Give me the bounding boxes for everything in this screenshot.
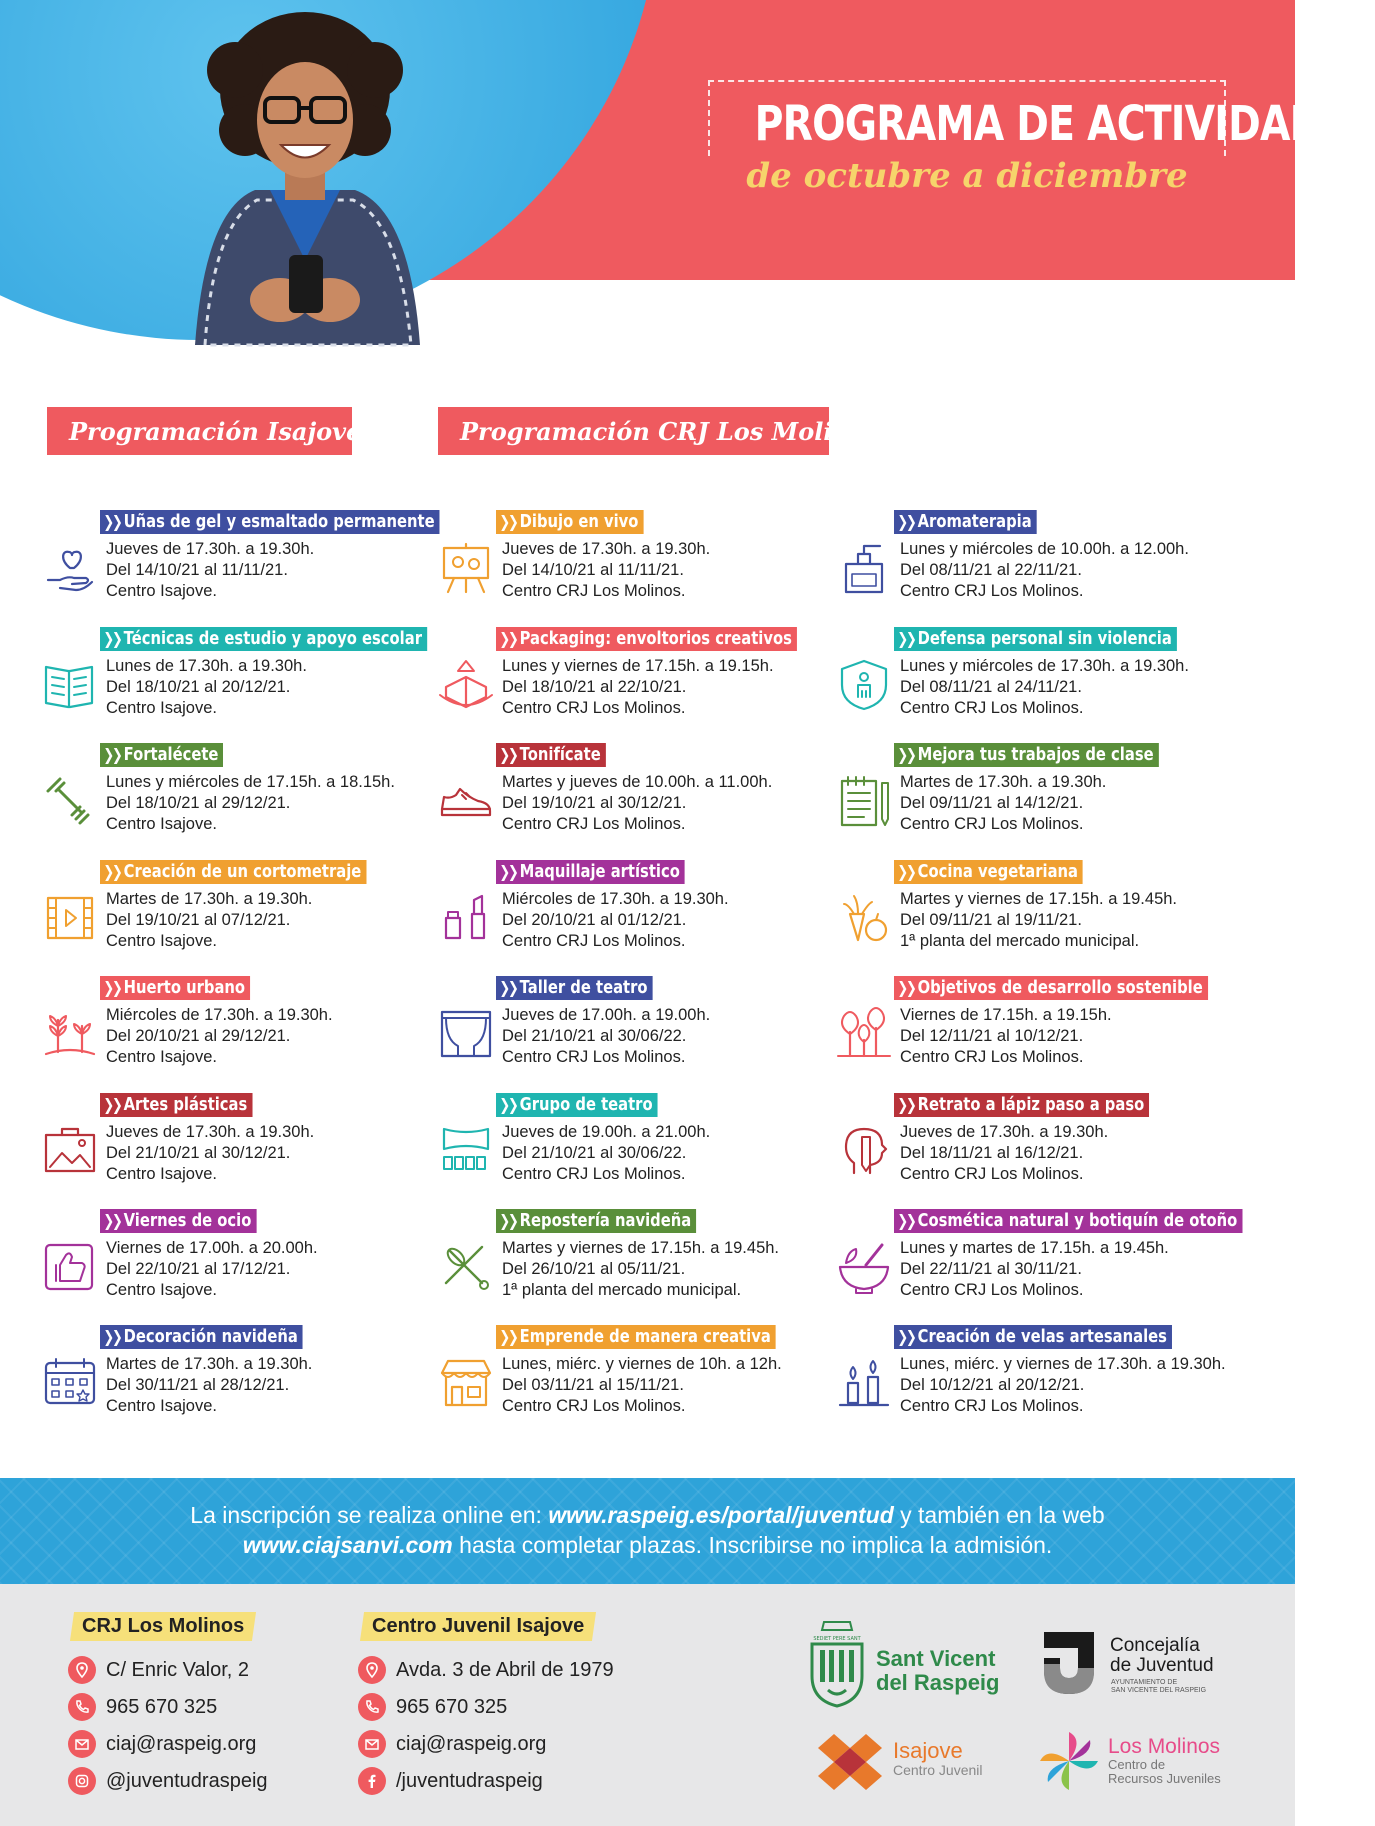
painting-icon bbox=[42, 1123, 98, 1179]
activity-item bbox=[894, 860, 1294, 960]
double-chevron-icon: ❯❯ bbox=[103, 1211, 121, 1230]
activity-item bbox=[894, 510, 1294, 610]
activity-detail-line: Viernes de 17.00h. a 20.00h. bbox=[106, 1239, 318, 1257]
activity-detail-line: Del 12/11/21 al 10/12/21. bbox=[900, 1027, 1084, 1045]
double-chevron-icon: ❯❯ bbox=[103, 1327, 121, 1346]
activity-detail-line: Del 19/10/21 al 07/12/21. bbox=[106, 911, 291, 929]
activity-details bbox=[106, 1238, 318, 1301]
mortar-icon bbox=[836, 1239, 892, 1295]
activity-title: ❯❯ Cocina vegetariana bbox=[894, 860, 1083, 884]
activity-item bbox=[894, 1325, 1294, 1425]
activity-detail-line: Martes de 17.30h. a 19.30h. bbox=[900, 773, 1107, 791]
activity-title: ❯❯ Viernes de ocio bbox=[100, 1209, 256, 1233]
gift-box-icon bbox=[438, 657, 494, 713]
contact-address-isajove: Avda. 3 de Abril de 1979 bbox=[358, 1656, 614, 1684]
activity-detail-line: Martes y jueves de 10.00h. a 11.00h. bbox=[502, 773, 773, 791]
activity-detail-line: Martes de 17.30h. a 19.30h. bbox=[106, 890, 313, 908]
double-chevron-icon: ❯❯ bbox=[897, 862, 915, 881]
activity-detail-line: Del 19/10/21 al 30/12/21. bbox=[502, 794, 687, 812]
activity-title: ❯❯ Artes plásticas bbox=[100, 1093, 252, 1117]
sant-vicent-logo-text: Sant Vicent del Raspeig bbox=[876, 1646, 1000, 1695]
activity-details bbox=[502, 772, 772, 835]
activity-details bbox=[502, 1122, 710, 1185]
double-chevron-icon: ❯❯ bbox=[897, 1095, 915, 1114]
trees-icon bbox=[836, 1006, 892, 1062]
contact-phone-molinos[interactable]: 965 670 325 bbox=[68, 1693, 217, 1721]
theater-seats-icon bbox=[438, 1123, 494, 1179]
location-pin-icon bbox=[358, 1656, 386, 1684]
isajove-logo-text: Isajove Centro Juvenil bbox=[893, 1738, 983, 1778]
plant-icon bbox=[42, 1006, 98, 1062]
activity-details bbox=[502, 656, 774, 719]
shield-icon bbox=[836, 657, 892, 713]
activity-detail-line: Lunes y miércoles de 10.00h. a 12.00h. bbox=[900, 540, 1189, 558]
activity-title: ❯❯ Emprende de manera creativa bbox=[496, 1325, 776, 1349]
double-chevron-icon: ❯❯ bbox=[897, 978, 915, 997]
double-chevron-icon: ❯❯ bbox=[897, 1211, 915, 1230]
activity-detail-line: Martes y viernes de 17.15h. a 19.45h. bbox=[502, 1239, 780, 1257]
activity-detail-line: Centro Isajove. bbox=[106, 1281, 217, 1299]
activity-title: ❯❯ Uñas de gel y esmaltado permanente bbox=[100, 510, 440, 534]
shop-icon bbox=[438, 1355, 494, 1411]
los-molinos-pinwheel-logo bbox=[1038, 1730, 1100, 1792]
activity-detail-line: Martes y viernes de 17.15h. a 19.45h. bbox=[900, 890, 1178, 908]
activity-title: ❯❯ Repostería navideña bbox=[496, 1209, 696, 1233]
activity-title: ❯❯ Creación de velas artesanales bbox=[894, 1325, 1172, 1349]
activity-title: ❯❯ Decoración navideña bbox=[100, 1325, 303, 1349]
double-chevron-icon: ❯❯ bbox=[897, 1327, 915, 1346]
page-title: PROGRAMA DE ACTIVIDADES bbox=[754, 96, 1375, 152]
activity-detail-line: Del 26/10/21 al 05/11/21. bbox=[502, 1260, 686, 1278]
activity-details bbox=[106, 656, 307, 719]
los-molinos-logo-text: Los Molinos Centro de Recursos Juveniles bbox=[1108, 1735, 1221, 1786]
activity-details bbox=[900, 1238, 1169, 1301]
activity-detail-line: Centro CRJ Los Molinos. bbox=[900, 1281, 1084, 1299]
activity-title: ❯❯ Retrato a lápiz paso a paso bbox=[894, 1093, 1149, 1117]
double-chevron-icon: ❯❯ bbox=[103, 745, 121, 764]
activity-details bbox=[502, 539, 710, 602]
activity-item bbox=[894, 976, 1294, 1076]
activity-details bbox=[900, 1354, 1226, 1417]
activity-detail-line: Centro Isajove. bbox=[106, 932, 217, 950]
calendar-icon bbox=[42, 1355, 98, 1411]
registration-line-2: www.ciajsanvi.com hasta completar plazas. Inscribirse no implica la admisión. bbox=[242, 1532, 1053, 1558]
activity-detail-line: Jueves de 19.00h. a 21.00h. bbox=[502, 1123, 711, 1141]
activity-item bbox=[894, 1093, 1294, 1193]
double-chevron-icon: ❯❯ bbox=[499, 978, 517, 997]
activity-detail-line: Del 22/10/21 al 17/12/21. bbox=[106, 1260, 291, 1278]
activity-detail-line: Jueves de 17.30h. a 19.30h. bbox=[106, 1123, 315, 1141]
sant-vicent-shield-logo bbox=[808, 1620, 866, 1708]
activity-detail-line: Del 03/11/21 al 15/11/21. bbox=[502, 1376, 684, 1394]
activity-detail-line: Centro Isajove. bbox=[106, 1048, 217, 1066]
activity-detail-line: Del 22/11/21 al 30/11/21. bbox=[900, 1260, 1082, 1278]
activity-detail-line: Del 20/10/21 al 29/12/21. bbox=[106, 1027, 291, 1045]
activity-detail-line: Martes de 17.30h. a 19.30h. bbox=[106, 1355, 313, 1373]
activity-item bbox=[894, 1209, 1294, 1309]
activity-detail-line: Centro Isajove. bbox=[106, 815, 217, 833]
registration-line-1: La inscripción se realiza online en: www.raspeig.es/portal/juventud y también en la web bbox=[190, 1502, 1105, 1528]
activity-detail-line: Del 09/11/21 al 19/11/21. bbox=[900, 911, 1082, 929]
activity-detail-line: 1ª planta del mercado municipal. bbox=[900, 932, 1140, 950]
notepad-icon bbox=[836, 773, 892, 829]
activity-detail-line: Del 18/10/21 al 22/10/21. bbox=[502, 678, 687, 696]
activity-details bbox=[106, 1005, 333, 1068]
mail-icon bbox=[68, 1730, 96, 1758]
activity-detail-line: Centro CRJ Los Molinos. bbox=[502, 1048, 686, 1066]
activity-title: ❯❯ Técnicas de estudio y apoyo escolar bbox=[100, 627, 427, 651]
activity-detail-line: Del 21/10/21 al 30/06/22. bbox=[502, 1027, 687, 1045]
isajove-logo-mark bbox=[818, 1734, 882, 1790]
activity-details bbox=[900, 539, 1189, 602]
activity-title: ❯❯ Mejora tus trabajos de clase bbox=[894, 743, 1159, 767]
activity-details bbox=[502, 1238, 779, 1301]
whisk-icon bbox=[438, 1239, 494, 1295]
activity-detail-line: Viernes de 17.15h. a 19.15h. bbox=[900, 1006, 1112, 1024]
activity-title: ❯❯ Objetivos de desarrollo sostenible bbox=[894, 976, 1208, 1000]
activity-title: ❯❯ Huerto urbano bbox=[100, 976, 250, 1000]
activity-detail-line: Centro CRJ Los Molinos. bbox=[900, 699, 1084, 717]
activity-detail-line: Del 30/11/21 al 28/12/21. bbox=[106, 1376, 290, 1394]
activity-detail-line: Centro CRJ Los Molinos. bbox=[900, 1048, 1084, 1066]
section-header-molinos bbox=[438, 407, 880, 455]
contact-phone-isajove[interactable]: 965 670 325 bbox=[358, 1693, 507, 1721]
activity-detail-line: Centro CRJ Los Molinos. bbox=[502, 815, 686, 833]
activity-detail-line: Centro CRJ Los Molinos. bbox=[502, 582, 686, 600]
seal-text: SEDIET PERE SANT bbox=[813, 1636, 861, 1642]
activity-title: ❯❯ Taller de teatro bbox=[496, 976, 652, 1000]
activity-detail-line: Del 21/10/21 al 30/06/22. bbox=[502, 1144, 687, 1162]
activity-detail-line: Jueves de 17.30h. a 19.30h. bbox=[900, 1123, 1109, 1141]
contact-instagram-molinos[interactable]: @juventudraspeig bbox=[68, 1767, 268, 1795]
double-chevron-icon: ❯❯ bbox=[499, 1327, 517, 1346]
double-chevron-icon: ❯❯ bbox=[103, 512, 121, 531]
activity-detail-line: Del 21/10/21 al 30/12/21. bbox=[106, 1144, 291, 1162]
head-pencil-icon bbox=[836, 1123, 892, 1179]
activity-detail-line: Del 18/11/21 al 16/12/21. bbox=[900, 1144, 1084, 1162]
activity-detail-line: Del 20/10/21 al 01/12/21. bbox=[502, 911, 687, 929]
activity-title: ❯❯ Creación de un cortometraje bbox=[100, 860, 366, 884]
contact-facebook-isajove[interactable]: /juventudraspeig bbox=[358, 1767, 543, 1795]
section-title-isajove: Programación Isajove bbox=[69, 416, 362, 446]
activity-detail-line: Miércoles de 17.30h. a 19.30h. bbox=[502, 890, 729, 908]
sneaker-icon bbox=[438, 773, 494, 829]
facebook-icon bbox=[358, 1767, 386, 1795]
activity-detail-line: Lunes y miércoles de 17.15h. a 18.15h. bbox=[106, 773, 395, 791]
activity-detail-line: Del 18/10/21 al 29/12/21. bbox=[106, 794, 291, 812]
activity-details bbox=[502, 889, 729, 952]
activity-detail-line: Centro Isajove. bbox=[106, 1165, 217, 1183]
activity-detail-line: Del 18/10/21 al 20/12/21. bbox=[106, 678, 291, 696]
concejalia-logo-subtext: AYUNTAMIENTO DE SAN VICENTE DEL RASPEIG bbox=[1111, 1679, 1207, 1694]
footer bbox=[0, 1584, 1295, 1826]
thumbs-up-icon bbox=[42, 1239, 98, 1295]
activity-detail-line: Lunes y miércoles de 17.30h. a 19.30h. bbox=[900, 657, 1189, 675]
section-header-isajove bbox=[47, 407, 362, 455]
young-man-with-phone-illustration bbox=[185, 10, 425, 345]
double-chevron-icon: ❯❯ bbox=[897, 745, 915, 764]
activity-detail-line: Lunes, miérc. y viernes de 10h. a 12h. bbox=[502, 1355, 782, 1373]
concejalia-logo-text: Concejalía de Juventud bbox=[1110, 1635, 1214, 1676]
vegetables-icon bbox=[836, 890, 892, 946]
double-chevron-icon: ❯❯ bbox=[499, 862, 517, 881]
double-chevron-icon: ❯❯ bbox=[103, 629, 121, 648]
activity-detail-line: Jueves de 17.00h. a 19.00h. bbox=[502, 1006, 711, 1024]
stage-curtain-icon bbox=[438, 1006, 494, 1062]
activity-detail-line: Centro Isajove. bbox=[106, 582, 217, 600]
activity-detail-line: Centro Isajove. bbox=[106, 699, 217, 717]
activity-item bbox=[894, 627, 1294, 727]
activity-title: ❯❯ Cosmética natural y botiquín de otoño bbox=[894, 1209, 1242, 1233]
double-chevron-icon: ❯❯ bbox=[499, 1095, 517, 1114]
activity-detail-line: Miércoles de 17.30h. a 19.30h. bbox=[106, 1006, 333, 1024]
activity-detail-line: Del 08/11/21 al 22/11/21. bbox=[900, 561, 1082, 579]
double-chevron-icon: ❯❯ bbox=[499, 1211, 517, 1230]
concejalia-juventud-logo bbox=[1040, 1628, 1098, 1698]
hand-heart-icon bbox=[42, 540, 98, 596]
activity-title: ❯❯ Dibujo en vivo bbox=[496, 510, 643, 534]
activity-title: ❯❯ Maquillaje artístico bbox=[496, 860, 685, 884]
double-chevron-icon: ❯❯ bbox=[897, 512, 915, 531]
film-icon bbox=[42, 890, 98, 946]
activity-detail-line: Del 08/11/21 al 24/11/21. bbox=[900, 678, 1082, 696]
double-chevron-icon: ❯❯ bbox=[499, 629, 517, 648]
double-chevron-icon: ❯❯ bbox=[103, 862, 121, 881]
activity-detail-line: Lunes de 17.30h. a 19.30h. bbox=[106, 657, 307, 675]
activity-detail-line: Lunes, miérc. y viernes de 17.30h. a 19.30h. bbox=[900, 1355, 1226, 1373]
activity-title: ❯❯ Packaging: envoltorios creativos bbox=[496, 627, 797, 651]
activity-detail-line: Del 09/11/21 al 14/12/21. bbox=[900, 794, 1084, 812]
contact-title-isajove: Centro Juvenil Isajove bbox=[360, 1612, 596, 1641]
activity-item bbox=[894, 743, 1294, 843]
activity-detail-line: Centro CRJ Los Molinos. bbox=[900, 582, 1084, 600]
location-pin-icon bbox=[68, 1656, 96, 1684]
activity-details bbox=[900, 889, 1177, 952]
activity-detail-line: Centro CRJ Los Molinos. bbox=[502, 932, 686, 950]
phone-icon bbox=[358, 1693, 386, 1721]
activity-details bbox=[106, 1354, 312, 1417]
activity-detail-line: Lunes y viernes de 17.15h. a 19.15h. bbox=[502, 657, 774, 675]
activity-detail-line: 1ª planta del mercado municipal. bbox=[502, 1281, 742, 1299]
dispenser-bottle-icon bbox=[836, 540, 892, 596]
contact-email-isajove[interactable]: ciaj@raspeig.org bbox=[358, 1730, 546, 1758]
activity-details bbox=[900, 1122, 1108, 1185]
activity-detail-line: Centro CRJ Los Molinos. bbox=[502, 1397, 686, 1415]
section-title-molinos: Programación CRJ Los Molinos bbox=[460, 416, 880, 446]
double-chevron-icon: ❯❯ bbox=[499, 512, 517, 531]
candles-icon bbox=[836, 1355, 892, 1411]
activity-detail-line: Centro CRJ Los Molinos. bbox=[502, 699, 686, 717]
activity-detail-line: Jueves de 17.30h. a 19.30h. bbox=[106, 540, 315, 558]
activity-detail-line: Lunes y martes de 17.15h. a 19.45h. bbox=[900, 1239, 1169, 1257]
activity-title: ❯❯ Grupo de teatro bbox=[496, 1093, 658, 1117]
book-icon bbox=[42, 657, 98, 713]
registration-banner bbox=[0, 1478, 1295, 1584]
activity-title: ❯❯ Fortalécete bbox=[100, 743, 223, 767]
double-chevron-icon: ❯❯ bbox=[499, 745, 517, 764]
mail-icon bbox=[358, 1730, 386, 1758]
activity-details bbox=[900, 772, 1106, 835]
activity-detail-line: Centro CRJ Los Molinos. bbox=[900, 1165, 1084, 1183]
double-chevron-icon: ❯❯ bbox=[897, 629, 915, 648]
contact-address-molinos: C/ Enric Valor, 2 bbox=[68, 1656, 249, 1684]
activity-details bbox=[106, 772, 395, 835]
activity-detail-line: Del 14/10/21 al 11/11/21. bbox=[106, 561, 288, 579]
activity-detail-line: Centro CRJ Los Molinos. bbox=[900, 1397, 1084, 1415]
instagram-icon bbox=[68, 1767, 96, 1795]
activity-detail-line: Jueves de 17.30h. a 19.30h. bbox=[502, 540, 711, 558]
activity-title: ❯❯ Defensa personal sin violencia bbox=[894, 627, 1177, 651]
activity-detail-line: Centro Isajove. bbox=[106, 1397, 217, 1415]
double-chevron-icon: ❯❯ bbox=[103, 978, 121, 997]
activity-details bbox=[106, 1122, 314, 1185]
raspeig-link[interactable]: www.raspeig.es/portal/juventud bbox=[548, 1502, 894, 1528]
activity-title: ❯❯ Tonifícate bbox=[496, 743, 606, 767]
activity-title: ❯❯ Aromaterapia bbox=[894, 510, 1037, 534]
lipstick-icon bbox=[438, 890, 494, 946]
activity-details bbox=[502, 1005, 710, 1068]
contact-email-molinos[interactable]: ciaj@raspeig.org bbox=[68, 1730, 256, 1758]
easel-icon bbox=[438, 540, 494, 596]
activity-detail-line: Centro CRJ Los Molinos. bbox=[900, 815, 1084, 833]
dumbbell-icon bbox=[42, 773, 98, 829]
activity-detail-line: Del 14/10/21 al 11/11/21. bbox=[502, 561, 684, 579]
page-subtitle: de octubre a diciembre bbox=[708, 156, 1226, 196]
double-chevron-icon: ❯❯ bbox=[103, 1095, 121, 1114]
phone-icon bbox=[68, 1693, 96, 1721]
contact-title-molinos: CRJ Los Molinos bbox=[70, 1612, 256, 1641]
activity-details bbox=[900, 1005, 1112, 1068]
activity-details bbox=[900, 656, 1189, 719]
activity-details bbox=[106, 539, 314, 602]
activity-details bbox=[502, 1354, 782, 1417]
ciajsanvi-link[interactable]: www.ciajsanvi.com bbox=[242, 1532, 453, 1558]
activity-detail-line: Del 10/12/21 al 20/12/21. bbox=[900, 1376, 1085, 1394]
activity-detail-line: Centro CRJ Los Molinos. bbox=[502, 1165, 686, 1183]
activity-details bbox=[106, 889, 312, 952]
